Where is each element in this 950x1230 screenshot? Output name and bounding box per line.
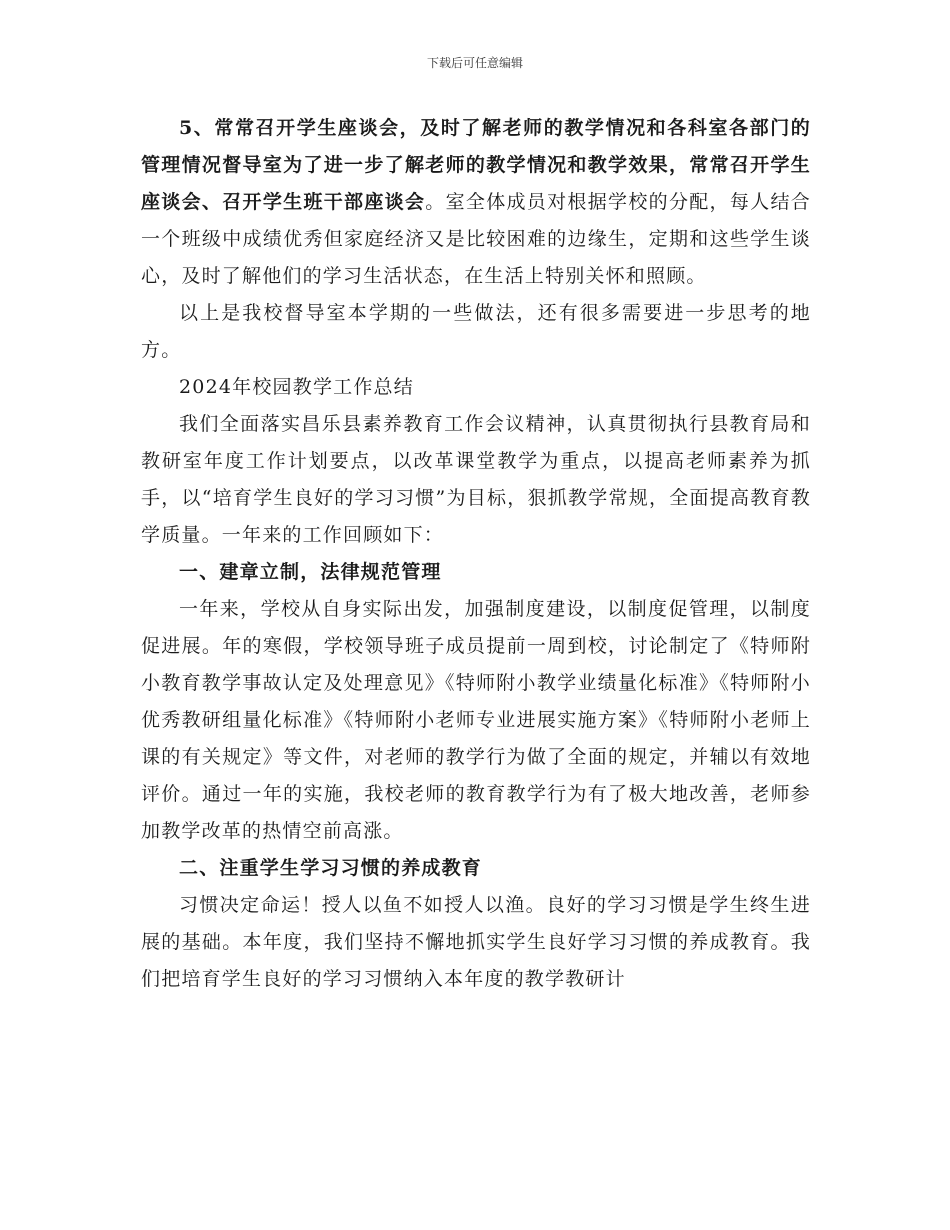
section-5-text: 。室全体成员对根据学校的分配，每人结合一个班级中成绩优秀但家庭经济又是比较困难的边缘生，定期和这些学生谈心，及时了解他们的学习生活状态，在生活上特别关怀和照顾。 [141,191,811,287]
heading-1: 一、建章立制，法律规范管理 [179,561,442,583]
paragraph-intro: 我们全面落实昌乐县素养教育工作会议精神，认真贯彻执行县教育局和教研室年度工作计划要点，以改革课堂教学为重点，以提高老师素养为抓手，以“培育学生良好的学习习惯”为目标，狠抓教学常规，全面提高教育教学质量。一年来的工作回顾如下： [141,413,811,546]
document-body [141,110,811,998]
section-5-bold-text: 5、常常召开学生座谈会，及时了解老师的教学情况和各科室各部门的管理情况督导室为了进一步了解老师的教学情况和教学效果，常常召开学生座谈会、召开学生班干部座谈会 [141,117,811,213]
heading-2: 二、注重学生学习习惯的养成教育 [179,857,483,879]
paragraph-2: 习惯决定命运！授人以鱼不如授人以渔。良好的学习习惯是学生终生进展的基础。本年度，我们坚持不懈地抓实学生良好学习习惯的养成教育。我们把培育学生良好的学习习惯纳入本年度的教学教研计 [141,894,811,990]
paragraph-1: 一年来，学校从自身实际出发，加强制度建设，以制度促管理，以制度促进展。年的寒假，学校领导班子成员提前一周到校，讨论制定了《特师附小教育教学事故认定及处理意见》《特师附小教学业绩量化标准》《特师附小优秀教研组量化标准》《特师附小老师专业进展实施方案》《特师附小老师上课的有关规定》等文件，对老师的教学行为做了全面的规定，并辅以有效地评价。通过一年的实施，我校老师的教育教学行为有了极大地改善，老师参加教学改革的热情空前高涨。 [141,598,811,842]
paragraph-closing: 以上是我校督导室本学期的一些做法，还有很多需要进一步思考的地方。 [141,302,811,361]
header-note: 下载后可任意编辑 [426,56,523,70]
paragraph-section-5 [141,110,811,295]
summary-title: 2024年校园教学工作总结 [179,376,414,398]
